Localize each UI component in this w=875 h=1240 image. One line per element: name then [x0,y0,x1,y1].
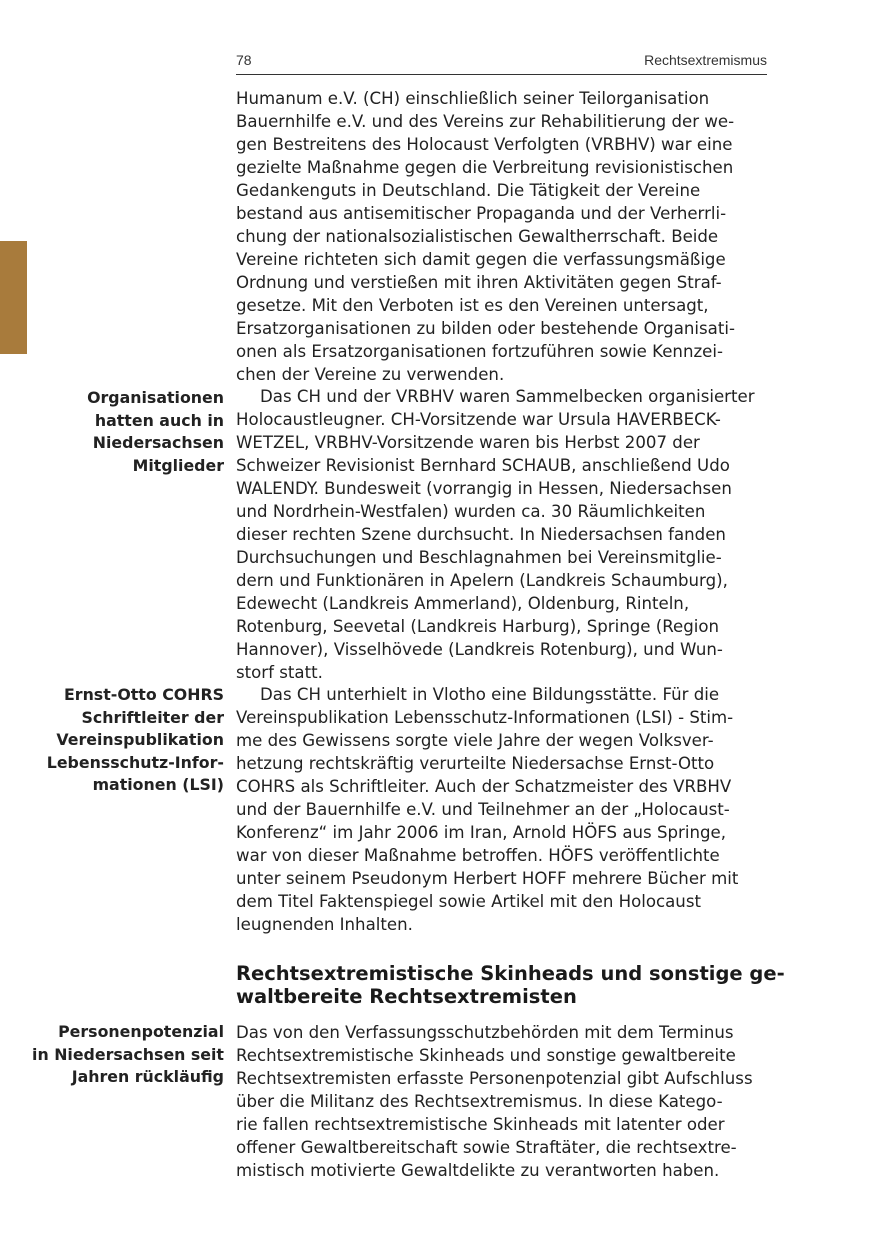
section-heading: Rechtsextremistische Skinheads und sonstige ge- waltbereite Rechtsextremisten [236,962,785,1008]
page-number: 78 [236,52,252,68]
body-paragraph-2: Das CH und der VRBHV waren Sammelbecken organisierter Holocaustleugner. CH-Vorsitzende war Ursula HAVERBECK- WETZEL, VRBHV-Vorsitzende waren bis Herbst 2007 der Schweizer Revisionist Bernhard SCHAUB, anschließend Udo WALENDY. Bundesweit (vorrangig in Hessen, Niedersachsen und Nordrhein-Westfalen) wurden ca. 30 Räumlichkeiten dieser rechten Szene durchsucht. In Niedersachsen fanden Durchsuchungen und Beschlagnahmen bei Vereinsmitglie- dern und Funktionären in Apelern (Landkreis Schaumburg), Edewecht (Landkreis Ammerland), Oldenburg, Rinteln, Rotenburg, Seevetal (Landkreis Harburg), Springe (Region Hannover), Visselhövede (Landkreis Rotenburg), und Wun- storf statt. [236,387,755,682]
body-paragraph-1: Humanum e.V. (CH) einschließlich seiner Teilorganisation Bauernhilfe e.V. und des Vereins zur Rehabilitierung der we- gen Bestreitens des Holocaust Verfolgten (VRBHV) war eine gezielte Maßnahme gegen die Verbreitung revisionistischen Gedankenguts in Deutschland. Die Tätigkeit der Vereine bestand aus antisemitischer Propaganda und der Verherrli- chung der nationalsozialistischen Gewaltherrschaft. Beide Vereine richteten sich damit gegen die verfassungsmäßige Ordnung und verstießen mit ihren Aktivitäten gegen Straf- gesetze. Mit den Verboten ist es den Vereinen untersagt, Ersatzorganisationen zu bilden oder bestehende Organisati- onen als Ersatzorganisationen fortzuführen sowie Kennzei- chen der Vereine zu verwenden. [236,89,735,384]
margin-note-1: Organisationen hatten auch in Niedersachsen Mitglieder [87,388,224,475]
margin-note-2: Ernst-Otto COHRS Schriftleiter der Vereinspublikation Lebensschutz-Infor- mationen (LSI) [46,685,224,794]
body-paragraph-4: Das von den Verfassungsschutzbehörden mit dem Terminus Rechtsextremistische Skinheads und sonstige gewaltbereite Rechtsextremisten erfasste Personenpotenzial gibt Aufschluss über die Militanz des Rechtsextremismus. In diese Katego- rie fallen rechtsextremistische Skinheads mit latenter oder offener Gewaltbereitschaft sowie Straftäter, die rechtsextre- mistisch motivierte Gewaltdelikte zu verantworten haben. [236,1023,753,1180]
chapter-tab-marker [0,241,27,354]
body-paragraph-3: Das CH unterhielt in Vlotho eine Bildungsstätte. Für die Vereinspublikation Lebensschutz-Informationen (LSI) - Stim- me des Gewissens sorgte viele Jahre der wegen Volksver- hetzung rechtskräftig verurteilte Niedersachse Ernst-Otto COHRS als Schriftleiter. Auch der Schatzmeister des VRBHV und der Bauernhilfe e.V. und Teilnehmer an der „Holocaust- Konferenz“ im Jahr 2006 im Iran, Arnold HÖFS aus Springe, war von dieser Maßnahme betroffen. HÖFS veröffentlichte unter seinem Pseudonym Herbert HOFF mehrere Bücher mit dem Titel Faktenspiegel sowie Artikel mit den Holocaust leugnenden Inhalten. [236,685,739,934]
margin-note-3: Personenpotenzial in Niedersachsen seit Jahren rückläufig [32,1022,224,1086]
page-header [236,52,767,75]
running-title: Rechtsextremismus [644,52,767,68]
